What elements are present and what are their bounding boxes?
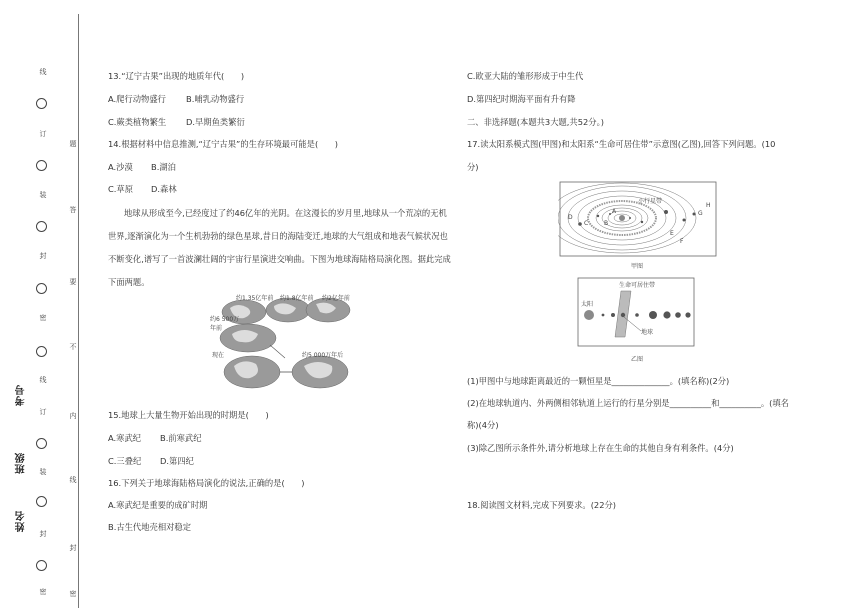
question-15-stem: 15.地球上大量生物开始出现的时期是( ) xyxy=(108,410,269,420)
q16-option-a: A.寒武纪是重要的成矿时期 xyxy=(108,500,208,510)
binding-mark: 要 xyxy=(69,278,77,285)
planet-letter: F xyxy=(680,238,684,245)
map-label: 约1.8亿年前 xyxy=(280,295,314,302)
q13-option-b: B.哺乳动物盛行 xyxy=(186,94,245,104)
class-label: 班级 xyxy=(16,452,27,474)
binding-mark: 线 xyxy=(39,376,47,383)
binding-mark: 装 xyxy=(39,191,47,198)
binding-mark: 订 xyxy=(39,130,47,137)
question-17-stem-cont: 分) xyxy=(467,162,479,172)
habitable-zone-label: 生命可居住带 xyxy=(619,282,656,289)
q14-option-d: D.森林 xyxy=(151,184,177,194)
binding-mark: 内 xyxy=(69,412,77,419)
solar-system-diagram xyxy=(558,180,718,258)
question-16-stem: 16.下列关于地球海陆格局演化的说法,正确的是( ) xyxy=(108,478,305,488)
figure-caption: 甲图 xyxy=(631,263,644,270)
q16-option-c: C.欧亚大陆的雏形形成于中生代 xyxy=(467,71,584,81)
binding-mark: 封 xyxy=(39,530,47,537)
planet-letter: B xyxy=(604,220,609,227)
q14-option-c: C.草原 xyxy=(108,184,134,194)
q15-option-d: D.第四纪 xyxy=(160,456,194,466)
q16-option-b: B.古生代地壳相对稳定 xyxy=(108,522,192,532)
binding-hole xyxy=(36,438,47,449)
binding-mark: 线 xyxy=(69,476,77,483)
question-17-part-3: (3)除乙图所示条件外,请分析地球上存在生命的其他自身有利条件。(4分) xyxy=(467,443,734,453)
solar-system-figure xyxy=(558,180,718,258)
exam-number-label: 考号 xyxy=(16,384,27,406)
planet-letter: A xyxy=(612,208,617,215)
figure-caption: 乙图 xyxy=(631,356,644,363)
question-14-stem: 14.根据材料中信息推测,“辽宁古果”的生存环境最可能是( ) xyxy=(108,139,339,149)
q13-option-d: D.早期鱼类繁衍 xyxy=(186,117,245,127)
binding-mark: 线 xyxy=(39,68,47,75)
binding-mark: 题 xyxy=(69,140,77,147)
binding-hole xyxy=(36,496,47,507)
globe-maps xyxy=(210,290,360,400)
binding-hole xyxy=(36,560,47,571)
reading-passage: 地球从形成至今,已经度过了约46亿年的光阴。在这漫长的岁月里,地球从一个荒凉的无机世界,逐渐演化为一个生机勃勃的绿色星球,昔日的海陆变迁,地球的大气组成和地表气候状况也不断变化,谱写了一首波澜壮阔的宇宙行星演进交响曲。下图为地球海陆格局演化图。据此完成下面两题。 xyxy=(108,208,451,287)
planet-letter: G xyxy=(698,210,703,217)
map-label: 约2亿年前 xyxy=(322,295,350,302)
q13-option-a: A.爬行动物盛行 xyxy=(108,94,166,104)
question-17-part-1: (1)甲图中与地球距离最近的一颗恒星是______________。(填名称)(2分) xyxy=(467,376,730,386)
planet-letter: E xyxy=(670,230,674,237)
continental-drift-figure xyxy=(210,290,360,400)
q15-option-c: C.三叠纪 xyxy=(108,456,142,466)
planet-letter: H xyxy=(706,202,711,209)
binding-mark: 订 xyxy=(39,408,47,415)
earth-label: 地球 xyxy=(641,329,654,336)
binding-margin xyxy=(0,0,82,608)
binding-mark: 封 xyxy=(39,252,47,259)
question-17-part-2-cont: 称)(4分) xyxy=(467,420,499,430)
binding-mark: 密 xyxy=(69,590,77,597)
q15-option-a: A.寒武纪 xyxy=(108,433,142,443)
q15-option-b: B.前寒武纪 xyxy=(160,433,202,443)
question-17-part-2: (2)在地球轨道内、外两侧相邻轨道上运行的行星分别是__________和__________。(填名 xyxy=(467,398,789,408)
map-label: 约6 500万年前 xyxy=(210,316,240,332)
question-18-stem: 18.阅读图文材料,完成下列要求。(22分) xyxy=(467,500,617,510)
map-label: 约5 000万年后 xyxy=(302,352,344,359)
binding-hole xyxy=(36,98,47,109)
asteroid-belt-label: 小行星带 xyxy=(638,198,663,205)
planet-letter: D xyxy=(568,214,573,221)
planet-letter: C xyxy=(584,220,589,227)
question-17-stem: 17.读太阳系模式图(甲图)和太阳系“生命可居住带”示意图(乙图),回答下列问题。(10 xyxy=(467,139,776,149)
binding-mark: 不 xyxy=(69,343,77,350)
binding-hole xyxy=(36,160,47,171)
binding-hole xyxy=(36,221,47,232)
map-label: 现在 xyxy=(212,352,225,359)
sun-label: 太阳 xyxy=(581,301,594,308)
name-label: 姓名 xyxy=(16,510,27,532)
binding-mark: 封 xyxy=(69,544,77,551)
binding-hole xyxy=(36,283,47,294)
q16-option-d: D.第四纪时期海平面有升有降 xyxy=(467,94,576,104)
q13-option-c: C.蕨类植物繁生 xyxy=(108,117,167,127)
binding-mark: 密 xyxy=(39,588,47,595)
binding-mark: 装 xyxy=(39,468,47,475)
binding-line xyxy=(78,14,79,608)
q14-option-a: A.沙漠 xyxy=(108,162,133,172)
habitable-zone-figure xyxy=(577,277,695,347)
q14-option-b: B.湖泊 xyxy=(151,162,176,172)
map-label: 约1.35亿年前 xyxy=(236,295,274,302)
binding-hole xyxy=(36,346,47,357)
binding-mark: 密 xyxy=(39,314,47,321)
question-13-stem: 13.“辽宁古果”出现的地质年代( ) xyxy=(108,71,245,81)
binding-mark: 答 xyxy=(69,206,77,213)
section-2-heading: 二、非选择题(本题共3大题,共52分。) xyxy=(467,117,604,127)
